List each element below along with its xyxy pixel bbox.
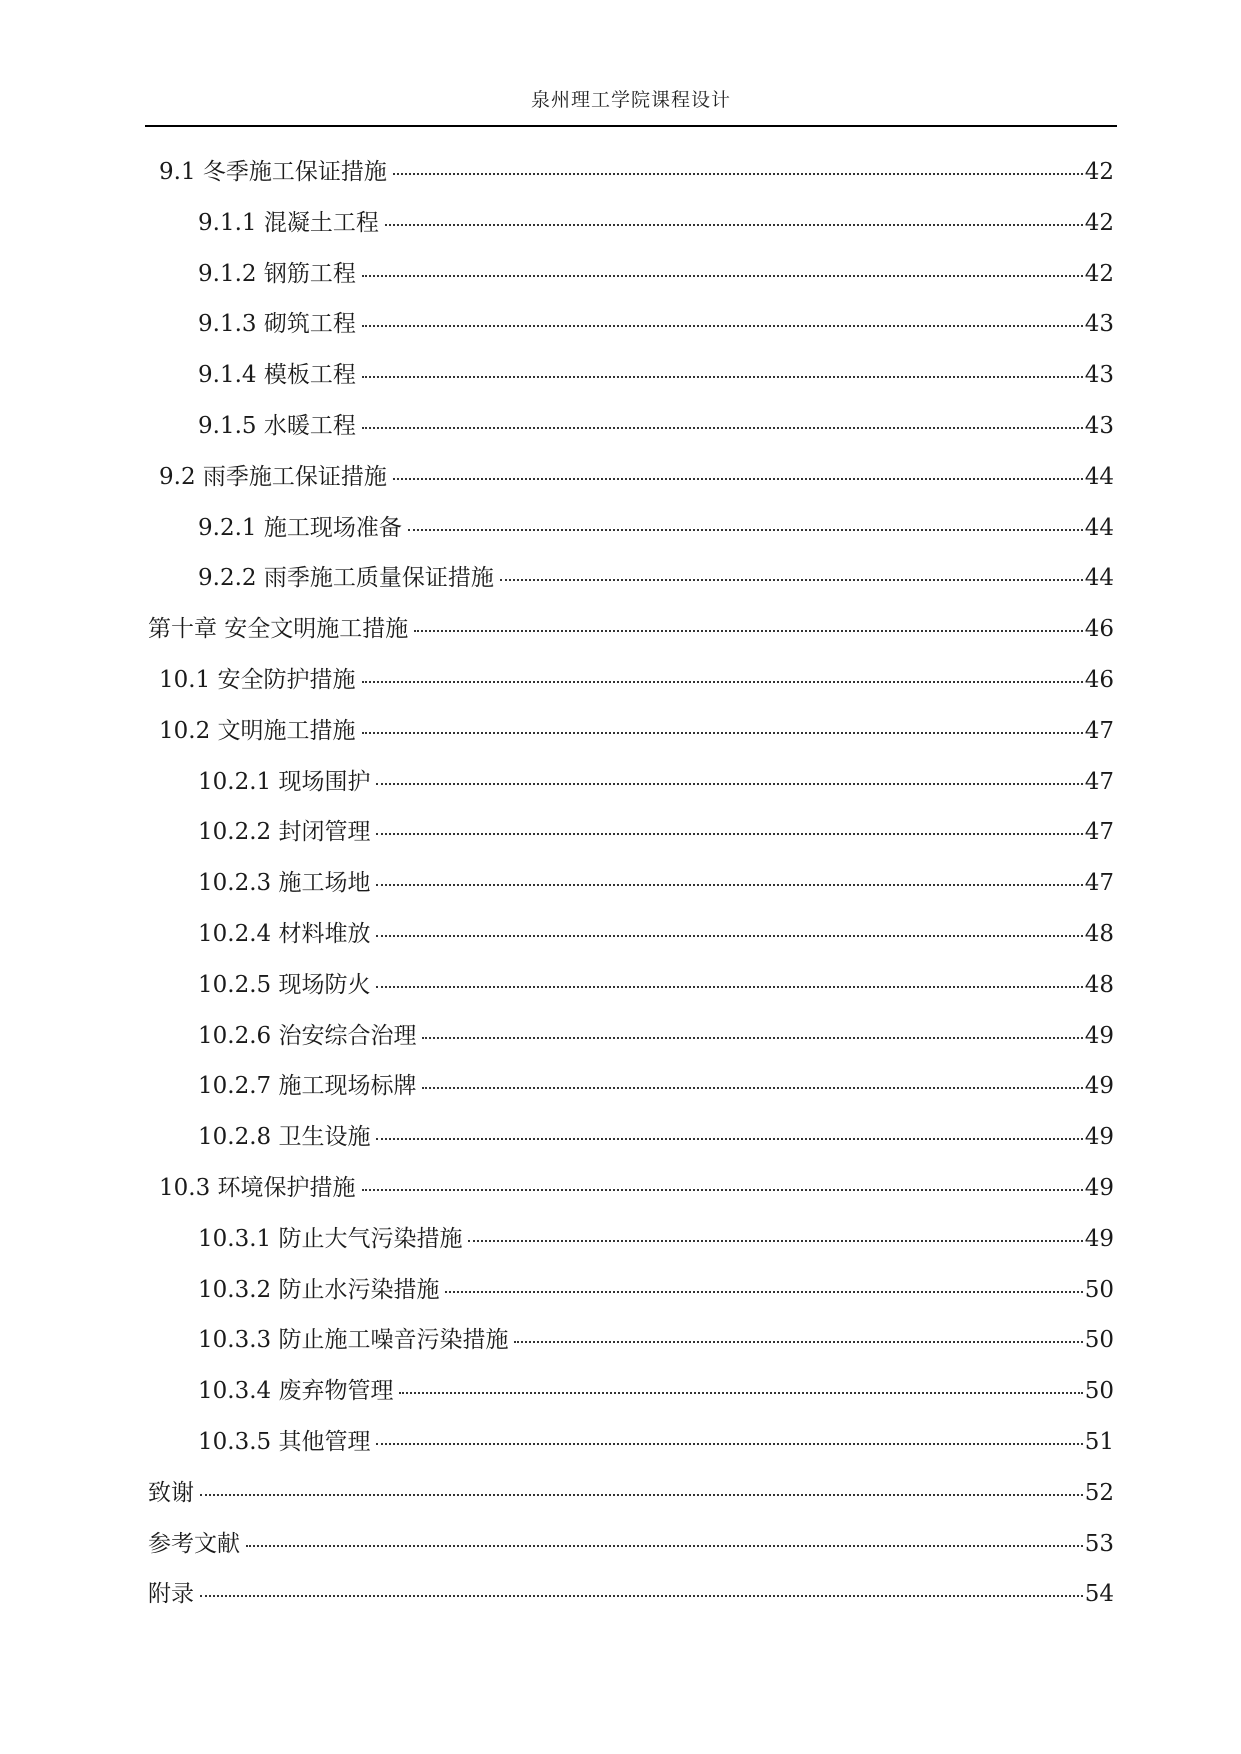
toc-dot-leader	[362, 1189, 1083, 1191]
toc-entry-title: 9.1.5 水暖工程	[198, 412, 356, 439]
toc-entry[interactable]	[148, 203, 1114, 254]
toc-entry[interactable]	[148, 863, 1114, 914]
toc-dot-leader	[445, 1291, 1082, 1293]
toc-dot-leader	[422, 1087, 1082, 1089]
toc-entry-page-number: 48	[1084, 971, 1114, 998]
toc-entry-title: 10.2.8 卫生设施	[198, 1124, 371, 1151]
toc-dot-leader	[393, 173, 1083, 175]
toc-dot-leader	[514, 1341, 1082, 1343]
toc-entry-title: 10.3.5 其他管理	[198, 1428, 371, 1455]
header-divider	[145, 125, 1117, 127]
toc-entry-title: 10.2.3 施工场地	[198, 870, 371, 897]
toc-entry[interactable]	[148, 1473, 1114, 1524]
toc-entry-title: 参考文献	[148, 1530, 240, 1557]
toc-dot-leader	[376, 884, 1082, 886]
toc-dot-leader	[376, 1443, 1082, 1445]
toc-entry-title: 第十章 安全文明施工措施	[148, 616, 409, 643]
toc-entry-title: 10.2.1 现场围护	[198, 768, 371, 795]
toc-dot-leader	[376, 986, 1082, 988]
toc-dot-leader	[200, 1595, 1083, 1597]
toc-dot-leader	[468, 1240, 1082, 1242]
toc-dot-leader	[376, 1138, 1082, 1140]
toc-dot-leader	[362, 732, 1083, 734]
toc-dot-leader	[200, 1494, 1083, 1496]
toc-entry-page-number: 51	[1084, 1428, 1114, 1455]
toc-entry-title: 致谢	[148, 1479, 194, 1506]
toc-dot-leader	[246, 1545, 1083, 1547]
toc-entry-title: 10.3.4 废弃物管理	[198, 1378, 394, 1405]
toc-entry-page-number: 50	[1084, 1276, 1114, 1303]
toc-entry-title: 9.1.2 钢筋工程	[198, 260, 356, 287]
toc-entry-title: 9.1.4 模板工程	[198, 362, 356, 389]
toc-entry[interactable]	[148, 1117, 1114, 1168]
toc-entry-title: 10.3.2 防止水污染措施	[198, 1276, 440, 1303]
toc-entry-page-number: 49	[1084, 1174, 1114, 1201]
toc-entry-page-number: 52	[1084, 1479, 1114, 1506]
toc-entry[interactable]	[148, 1574, 1114, 1625]
toc-entry[interactable]	[148, 1371, 1114, 1422]
toc-entry[interactable]	[148, 254, 1114, 305]
toc-entry-title: 10.2 文明施工措施	[159, 717, 356, 744]
toc-entry-page-number: 47	[1084, 819, 1114, 846]
toc-dot-leader	[376, 783, 1082, 785]
toc-entry-page-number: 49	[1084, 1124, 1114, 1151]
toc-entry-page-number: 49	[1084, 1022, 1114, 1049]
toc-entry-page-number: 44	[1084, 514, 1114, 541]
toc-dot-leader	[362, 325, 1083, 327]
toc-entry-title: 9.2.1 施工现场准备	[198, 514, 402, 541]
toc-entry-title: 9.1 冬季施工保证措施	[159, 159, 387, 185]
toc-entry-page-number: 43	[1084, 412, 1114, 439]
toc-entry[interactable]	[148, 1422, 1114, 1473]
toc-entry-page-number: 54	[1084, 1581, 1114, 1608]
toc-entry-title: 9.2.2 雨季施工质量保证措施	[198, 565, 494, 592]
toc-dot-leader	[362, 376, 1083, 378]
page-header-title: 泉州理工学院课程设计	[530, 89, 731, 111]
toc-entry-page-number: 42	[1084, 209, 1114, 236]
toc-entry[interactable]	[148, 762, 1114, 813]
toc-entry-page-number: 49	[1084, 1225, 1114, 1252]
toc-dot-leader	[376, 833, 1082, 835]
toc-entry-page-number: 44	[1084, 463, 1114, 490]
toc-dot-leader	[385, 224, 1083, 226]
toc-entry-page-number: 50	[1084, 1378, 1114, 1405]
toc-entry[interactable]	[148, 355, 1114, 406]
toc-entry[interactable]	[148, 1270, 1114, 1321]
toc-entry-page-number: 46	[1084, 666, 1114, 693]
toc-entry-page-number: 47	[1084, 768, 1114, 795]
toc-entry[interactable]	[148, 660, 1114, 711]
toc-entry[interactable]	[148, 914, 1114, 965]
toc-dot-leader	[362, 275, 1083, 277]
toc-dot-leader	[362, 681, 1083, 683]
toc-entry-title: 10.2.4 材料堆放	[198, 920, 371, 947]
toc-entry-page-number: 49	[1084, 1073, 1114, 1100]
toc-entry[interactable]	[148, 1066, 1114, 1117]
toc-entry-page-number: 50	[1084, 1327, 1114, 1354]
toc-entry-title: 10.2.2 封闭管理	[198, 819, 371, 846]
toc-entry-title: 10.2.7 施工现场标牌	[198, 1073, 417, 1100]
toc-entry[interactable]	[148, 558, 1114, 609]
toc-entry[interactable]	[148, 812, 1114, 863]
toc-entry-title: 10.2.6 治安综合治理	[198, 1022, 417, 1049]
toc-entry-page-number: 46	[1084, 616, 1114, 643]
toc-entry[interactable]	[148, 1320, 1114, 1371]
toc-entry-page-number: 53	[1084, 1530, 1114, 1557]
toc-entry-page-number: 47	[1084, 870, 1114, 897]
toc-entry[interactable]	[148, 152, 1114, 203]
toc-entry-page-number: 43	[1084, 362, 1114, 389]
toc-entry[interactable]	[148, 1168, 1114, 1219]
toc-entry-page-number: 43	[1084, 311, 1114, 338]
toc-entry-title: 附录	[148, 1581, 194, 1608]
toc-dot-leader	[362, 427, 1083, 429]
toc-dot-leader	[500, 579, 1083, 581]
toc-dot-leader	[393, 478, 1083, 480]
toc-entry-page-number: 42	[1084, 260, 1114, 287]
toc-entry[interactable]	[148, 457, 1114, 508]
toc-entry-title: 9.1.3 砌筑工程	[198, 311, 356, 338]
toc-entry[interactable]	[148, 1524, 1114, 1575]
toc-entry[interactable]	[148, 965, 1114, 1016]
toc-entry[interactable]	[148, 609, 1114, 660]
toc-dot-leader	[422, 1037, 1082, 1039]
toc-entry[interactable]	[148, 304, 1114, 355]
toc-dot-leader	[399, 1392, 1082, 1394]
toc-entry[interactable]	[148, 711, 1114, 762]
toc-entry[interactable]	[148, 508, 1114, 559]
toc-entry-page-number: 47	[1084, 717, 1114, 744]
toc-entry-title: 10.3.1 防止大气污染措施	[198, 1225, 463, 1252]
toc-entry[interactable]	[148, 406, 1114, 457]
toc-entry-page-number: 48	[1084, 920, 1114, 947]
toc-dot-leader	[376, 935, 1082, 937]
toc-dot-leader	[408, 529, 1083, 531]
toc-entry[interactable]	[148, 1219, 1114, 1270]
toc-entry-title: 10.3.3 防止施工噪音污染措施	[198, 1327, 509, 1354]
toc-entry-title: 10.2.5 现场防火	[198, 971, 371, 998]
toc-entry-title: 10.1 安全防护措施	[159, 666, 356, 693]
toc-dot-leader	[414, 630, 1082, 632]
toc-entry-title: 9.2 雨季施工保证措施	[159, 463, 387, 490]
toc-entry-page-number: 42	[1084, 159, 1114, 185]
toc-entry-title: 10.3 环境保护措施	[159, 1174, 356, 1201]
toc-entry-page-number: 44	[1084, 565, 1114, 592]
table-of-contents	[148, 152, 1114, 1625]
toc-entry[interactable]	[148, 1016, 1114, 1067]
toc-entry-title: 9.1.1 混凝土工程	[198, 209, 379, 236]
